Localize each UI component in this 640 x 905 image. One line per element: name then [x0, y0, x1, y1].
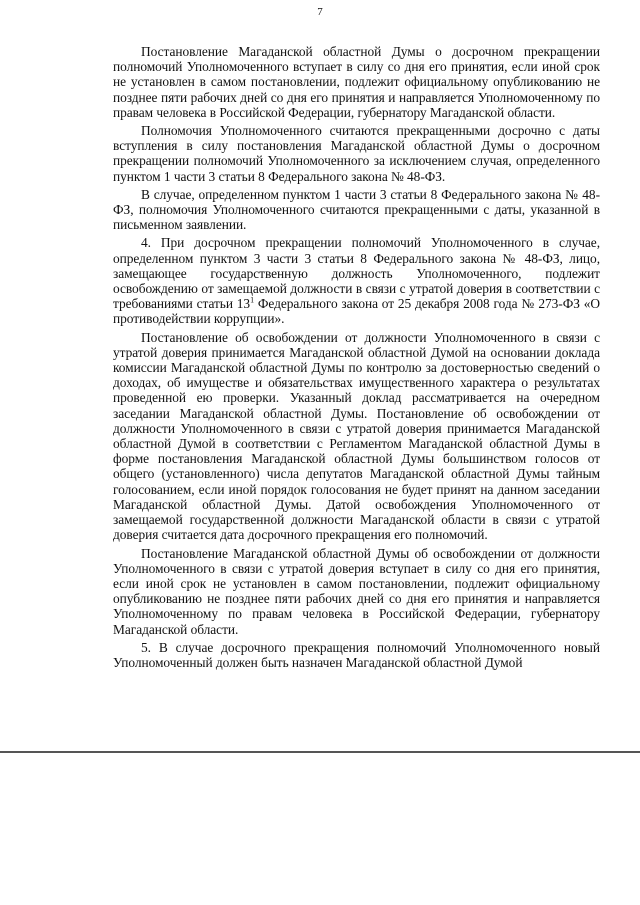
- paragraph-4-text: 4. При досрочном прекращении полномочий Уполномоченного в случае, определенном пунктом 3 части 3 статьи 8 Федерального закона № 48-ФЗ, лицо, замещающее государственную должность Уполномоченного, подлежит освобождению от замещаемой должности в связи с утратой доверия в соответствии с требованиями статьи 13: [113, 235, 600, 312]
- paragraph: Полномочия Уполномоченного считаются прекращенными досрочно с даты вступления в силу постановления Магаданской областной Думы о досрочном прекращении полномочий Уполномоченного за исключением случая, определенного пунктом 1 части 3 статьи 8 Федерального закона № 48-ФЗ.: [113, 123, 600, 184]
- page-number: 7: [317, 6, 323, 18]
- page-bottom-rule: [0, 751, 640, 753]
- paragraph: 5. В случае досрочного прекращения полномочий Уполномоченного новый Уполномоченный должен быть назначен Магаданской областной Думой: [113, 639, 600, 670]
- document-body: [113, 44, 600, 670]
- paragraph: Постановление Магаданской областной Думы об освобождении от должности Уполномоченного в связи с утратой доверия вступает в силу со дня его принятия, если иной срок не установлен в самом постановлении, подлежит официальному опубликованию не позднее пяти рабочих дней со дня его принятия и направляется Уполномоченному по правам человека в Российской Федерации, губернатору Магаданской области.: [113, 545, 600, 637]
- paragraph: Постановление Магаданской областной Думы о досрочном прекращении полномочий Уполномоченного вступает в силу со дня его принятия, если иной срок не установлен в самом постановлении, подлежит официальному опубликованию не позднее пяти рабочих дней со дня его принятия и направляется Уполномоченному по правам человека в Российской Федерации, губернатору Магаданской области.: [113, 44, 600, 120]
- paragraph-4: [113, 235, 600, 326]
- article-superscript: 1: [250, 295, 255, 305]
- paragraph: В случае, определенном пунктом 1 части 3 статьи 8 Федерального закона № 48-ФЗ, полномочия Уполномоченного считаются прекращенными с даты, указанной в письменном заявлении.: [113, 186, 600, 233]
- paragraph: Постановление об освобождении от должности Уполномоченного в связи с утратой доверия принимается Магаданской областной Думой на основании доклада комиссии Магаданской областной Думы по контролю за достоверностью сведений о доходах, об имуществе и обязательствах имущественного характера о результатах проведенной ею проверки. Указанный доклад рассматривается на очередном заседании Магаданской областной Думы. Постановление об освобождении от должности Уполномоченного в связи с утратой доверия принимается Магаданской областной Думой в соответствии с Регламентом Магаданской областной Думы в форме постановления Магаданской областной Думы большинством голосов от общего (установленного) числа депутатов Магаданской областной Думы тайным голосованием, если иной порядок голосования не будет принят на данном заседании Магаданской областной Думы. Датой освобождения Уполномоченного от замещаемой государственной должности Магаданской области в связи с утратой доверия считается дата досрочного прекращения его полномочий.: [113, 329, 600, 543]
- paragraph-4-text-end: Федерального закона от 25 декабря 2008 года № 273-ФЗ «О противодействии коррупции».: [113, 296, 600, 327]
